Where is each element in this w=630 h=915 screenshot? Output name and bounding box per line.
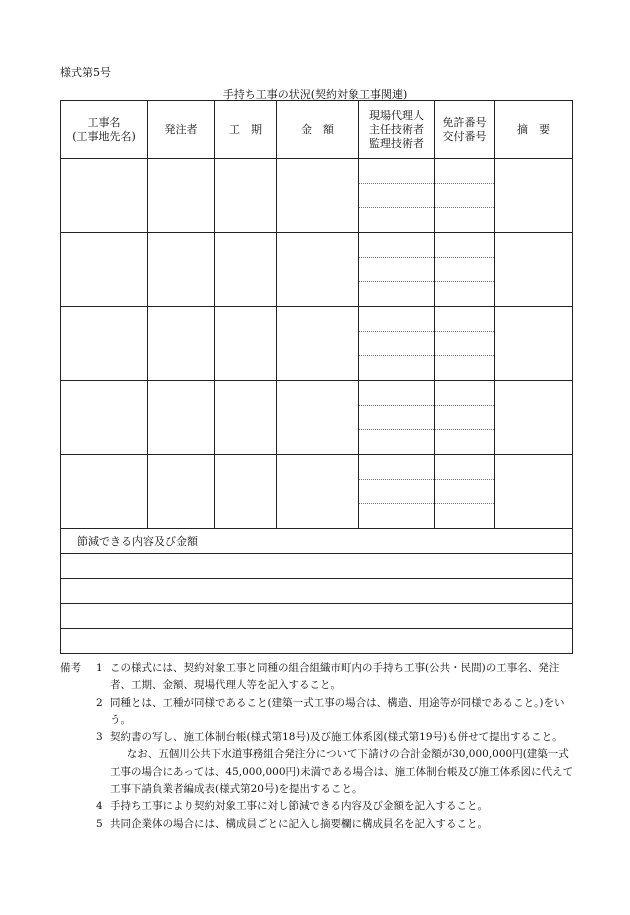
header-engineer-line1: 現場代理人 (369, 108, 424, 122)
engineer-cell[interactable] (359, 381, 435, 455)
note-text: 手持ち工事により契約対象工事に対し節減できる内容及び金額を記入すること。 (110, 800, 488, 813)
header-amount: 金 額 (277, 101, 359, 159)
work-name-cell[interactable] (61, 455, 148, 529)
notes-lead: 備考 (60, 662, 81, 674)
license-cell[interactable] (435, 233, 495, 307)
orderer-cell[interactable] (148, 233, 215, 307)
note-item-3 (60, 729, 575, 746)
engineer-cell[interactable] (359, 159, 435, 233)
engineer-cell[interactable] (359, 455, 435, 529)
table-row (61, 381, 573, 455)
note-number: 4 (96, 800, 103, 813)
header-work-name (61, 101, 148, 159)
notes-section (60, 660, 575, 833)
note-number: 2 (96, 696, 103, 709)
amount-cell[interactable] (277, 307, 359, 381)
license-cell[interactable] (435, 455, 495, 529)
table-row (61, 159, 573, 233)
header-engineer-line3: 監理技術者 (369, 136, 424, 150)
note-number: 5 (96, 817, 103, 830)
note-text: 共同企業体の場合には、構成員ごとに記入し摘要欄に構成員名を記入すること。 (110, 817, 488, 830)
header-license-line2: 交付番号 (442, 129, 487, 143)
header-period: 工 期 (215, 101, 277, 159)
note-item-1 (60, 660, 575, 695)
orderer-cell[interactable] (148, 159, 215, 233)
license-cell[interactable] (435, 381, 495, 455)
period-cell[interactable] (215, 455, 277, 529)
reduction-label: 節減できる内容及び金額 (61, 529, 573, 554)
table-row (61, 233, 573, 307)
reduction-header-row (61, 529, 573, 554)
table-row (61, 307, 573, 381)
header-engineer (359, 101, 435, 159)
note-text: 契約書の写し、施工体制台帳(様式第18号)及び施工体系図(様式第19号)も併せて提出すること。 (110, 731, 563, 744)
work-name-cell[interactable] (61, 381, 148, 455)
note-item-4 (60, 798, 575, 815)
note-text: なお、五個川公共下水道事務組合発注分について下請けの合計金額が30,000,000円(建築一式工事の場合にあっては、45,000,000円)未満である場合は、施工体制台帳及び施工体系図に代えて工事下請負業者編成表(様式第20号)を提出すること。 (110, 748, 574, 796)
reduction-row (61, 629, 573, 654)
orderer-cell[interactable] (148, 307, 215, 381)
header-summary: 摘 要 (495, 101, 573, 159)
engineer-cell[interactable] (359, 307, 435, 381)
period-cell[interactable] (215, 159, 277, 233)
period-cell[interactable] (215, 307, 277, 381)
reduction-row (61, 554, 573, 579)
amount-cell[interactable] (277, 455, 359, 529)
license-cell[interactable] (435, 159, 495, 233)
engineer-cell[interactable] (359, 233, 435, 307)
amount-cell[interactable] (277, 381, 359, 455)
summary-cell[interactable] (495, 307, 573, 381)
form-title: 手持ち工事の状況(契約対象工事関連) (222, 88, 408, 101)
work-name-cell[interactable] (61, 233, 148, 307)
reduction-cell[interactable] (61, 604, 573, 629)
amount-cell[interactable] (277, 159, 359, 233)
license-cell[interactable] (435, 307, 495, 381)
period-cell[interactable] (215, 233, 277, 307)
work-status-table (60, 100, 573, 654)
note-number: 1 (96, 662, 103, 674)
header-engineer-line2: 主任技術者 (369, 122, 424, 136)
note-number: 3 (96, 731, 103, 744)
note-text: 同種とは、工種が同様であること(建築一式工事の場合は、構造、用途等が同様であること。)をいう。 (110, 696, 565, 726)
header-license (435, 101, 495, 159)
reduction-row (61, 604, 573, 629)
amount-cell[interactable] (277, 233, 359, 307)
header-license-line1: 免許番号 (442, 115, 487, 129)
header-work-name-line1: 工事名 (87, 115, 121, 129)
period-cell[interactable] (215, 381, 277, 455)
table-row (61, 455, 573, 529)
reduction-cell[interactable] (61, 554, 573, 579)
summary-cell[interactable] (495, 455, 573, 529)
note-item-3-paragraph (60, 746, 575, 798)
summary-cell[interactable] (495, 381, 573, 455)
orderer-cell[interactable] (148, 455, 215, 529)
work-name-cell[interactable] (61, 307, 148, 381)
orderer-cell[interactable] (148, 381, 215, 455)
note-item-5 (60, 816, 575, 833)
note-text: この様式には、契約対象工事と同種の組合組織市町内の手持ち工事(公共・民間)の工事名、発注者、工期、金額、現場代理人等を記入すること。 (110, 662, 560, 692)
form-number: 様式第5号 (60, 66, 111, 79)
summary-cell[interactable] (495, 159, 573, 233)
header-row (61, 101, 573, 159)
reduction-row (61, 579, 573, 604)
header-orderer: 発注者 (148, 101, 215, 159)
header-work-name-line2: (工事地先名) (72, 129, 136, 143)
note-item-2 (60, 695, 575, 730)
reduction-cell[interactable] (61, 579, 573, 604)
work-name-cell[interactable] (61, 159, 148, 233)
summary-cell[interactable] (495, 233, 573, 307)
reduction-cell[interactable] (61, 629, 573, 654)
